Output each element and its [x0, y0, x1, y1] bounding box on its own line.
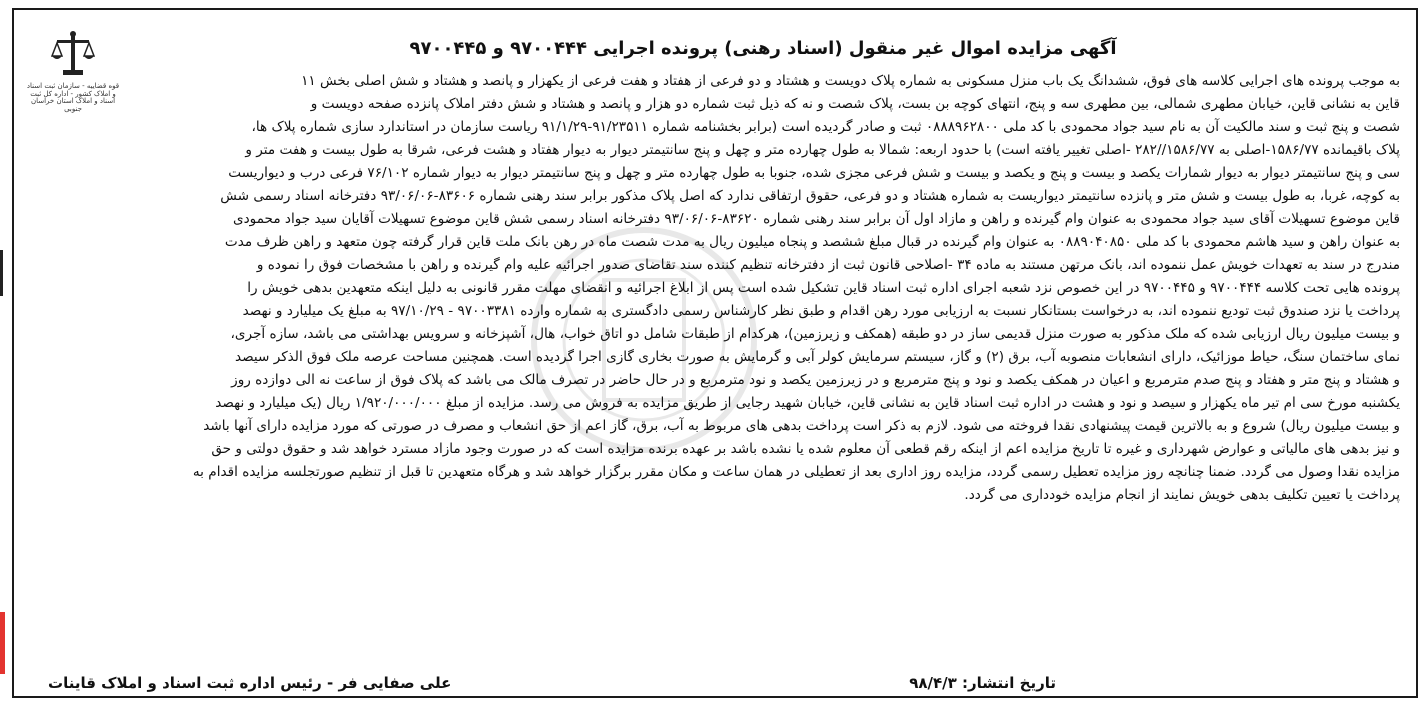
signature: علی صفایی فر - رئیس اداره ثبت اسناد و املاک قاینات	[48, 674, 452, 692]
logo-caption: قوه قضاییه - سازمان ثبت اسناد و املاک کشور - اداره کل ثبت اسناد و املاک استان خراسان جنوبی	[26, 82, 120, 114]
notice-body	[36, 70, 1400, 678]
notice-footer	[48, 670, 1056, 696]
notice-title: آگهی مزایده اموال غیر منقول (اسناد رهنی) پرونده اجرایی ۹۷۰۰۴۴۴ و ۹۷۰۰۴۴۵	[409, 38, 1117, 59]
left-edge-mark	[0, 250, 3, 296]
body-line: نمای ساختمان سنگ، حیاط موزائیک، دارای انشعابات منصوبه آب، برق (۲) و گاز، سیستم سرمایش کولر آبی و گرمایش به صورت بخاری گازی اجرا گردیده است. همچنین مساحت عرصه ملک فوق الذکر سیصد	[234, 349, 1400, 365]
body-line: به عنوان راهن و سید هاشم محمودی با کد ملی ۰۸۸۹۰۴۰۸۵۰ به عنوان وام گیرنده در قبال مبلغ ششصد و پنجاه میلیون ریال به مدت شصت ماه در رهن بانک ملت قاین قرار گرفته چون متعهد و راهن ظرف مدت	[224, 234, 1400, 250]
red-edge-mark	[0, 612, 5, 674]
body-line: و بیست میلیون ریال) شروع و به بالاترین قیمت پیشنهادی نقدا فروخته می شود. لازم به ذکر است پرداخت بدهی های مربوط به آب، برق، گاز اعم از حق انشعاب و مصرف در صورتی که مورد مزایده دارای آنها باشد	[203, 418, 1400, 434]
publish-date: تاریخ انتشار: ۹۸/۴/۳	[909, 674, 1056, 692]
body-line: و نیز بدهی های مالیاتی و عوارض شهرداری و غیره تا تاریخ مزایده اعم از اینکه رقم قطعی آن معلوم شده یا نشده باشد بر عهده برنده مزایده است که در صورت وجود مازاد مسترد خواهد شد و حقوق دولتی و حق	[211, 441, 1400, 457]
body-line: پلاک باقیمانده ۱۵۸۶/۷۷-اصلی به ۱۵۸۶/۷۷//۲۸۲ -اصلی تغییر یافته است) با حدود اربعه: شمالا به طول چهارده متر و چهل و پنج سانتیمتر دیوار به دیوار هفتاد و هشت فرعی، شرقا به طول بیست و هفت متر و	[245, 142, 1400, 158]
body-line: به کوچه، غربا، به طول بیست و شش متر و پانزده سانتیمتر دیواریست به شماره هشتاد و دو فرعی، حقوق ارتفاقی ندارد که اصل پلاک مذکور برابر سند رهنی شماره ۸۳۶۰۶-۹۳/۰۶/۰۶ دفترخانه اسناد رسمی شش	[220, 188, 1400, 204]
body-line: قاین موضوع تسهیلات آقای سید جواد محمودی به عنوان وام گیرنده و راهن و مازاد اول آن برابر سند رهنی شماره ۸۳۶۲۰-۹۳/۰۶/۰۶ دفترخانه اسناد رسمی شش قاین موضوع تسهیلات آقایان سید جواد محمودی	[232, 211, 1400, 227]
body-line: پرداخت یا نزد صندوق ثبت تودیع ننموده اند، به درخواست بستانکار نسبت به ارزیابی مورد رهن اقدام و طبق نظر کارشناس رسمی دادگستری به شماره وارده ۹۷۰۰۳۳۸۱ - ۹۷/۱۰/۲۹ به مبلغ یک میلیارد و نهصد	[242, 303, 1400, 319]
body-line: یکشنبه مورخ سی ام تیر ماه یکهزار و سیصد و نود و هشت در اداره ثبت اسناد قاین به نشانی قاین، خیابان شهید رجایی از طریق مزایده به فروش می رسد. مزایده از مبلغ ۱/۹۲۰/۰۰۰/۰۰۰ ریال (یک میلیارد و نهصد	[215, 395, 1400, 411]
body-line: و هشتاد و پنج متر و هفتاد و پنج صدم مترمربع و اعیان در همکف یکصد و نود و پنج مترمربع و در زیرزمین یکصد و نود مترمربع و در حال حاضر در تصرف مالک می باشد که پلاک فوق از ساعت نه الی دوازده روز	[231, 372, 1400, 388]
body-line: قاین به نشانی قاین، خیابان مطهری شمالی، بین مطهری سه و پنج، انتهای کوچه بن بست، پلاک شصت و نه که ذیل ثبت شماره دو هزار و پانصد و هشتاد و شش دفتر املاک پانزده صفحه دویست و	[310, 96, 1400, 112]
body-line: مندرج در سند به تعهدات خویش عمل ننموده اند، بانک مرتهن مستند به ماده ۳۴ -اصلاحی قانون ثبت از دفترخانه تنظیم کننده سند تقاضای صدور اجرائیه علیه وام گیرنده و راهن با مشخصات فوق را نموده و	[256, 257, 1400, 273]
body-line: پرداخت یا تعیین تکلیف بدهی خویش نمایند از انجام مزایده خودداری می گردد.	[964, 487, 1400, 503]
body-line: سی و پنج سانتیمتر دیوار به دیوار شمارات یکصد و بیست و پنج و یکصد و بیست و شش فرعی مجزی شده، جنوبا به طول چهارده متر و چهل و پنج سانتیمتر دیوار به دیوار شماره ۷۶/۱۰۲ فرعی درب و دیواریست	[228, 165, 1400, 181]
body-line: مزایده نقدا وصول می گردد. ضمنا چنانچه روز مزایده تعطیل رسمی گردد، مزایده روز اداری بعد از تعطیلی در همان ساعت و مکان مقرر برگزار خواهد شد و هرگاه متعهدین تا قبل از تنظیم صورتجلسه مزایده اقدام به	[192, 464, 1400, 480]
notice-frame	[12, 8, 1418, 698]
body-line: شصت و پنج ثبت و سند مالکیت آن به نام سید جواد محمودی با کد ملی ۰۸۸۸۹۶۲۸۰۰ ثبت و صادر گردیده است (برابر بخشنامه شماره ۹۱/۲۳۵۱۱-۹۱/۱/۲۹ ریاست سازمان در استاندارد سازی شماره پلاک ها،	[251, 119, 1400, 135]
body-line: به موجب پرونده های اجرایی کلاسه های فوق، ششدانگ یک باب منزل مسکونی به شماره پلاک دویست و هشتاد و دو فرعی از هفتاد و هفت فرعی از یکهزار و پانصد و هشتاد و شش اصلی بخش ۱۱	[301, 73, 1400, 89]
body-line: پرونده هایی تحت کلاسه ۹۷۰۰۴۴۴ و ۹۷۰۰۴۴۵ در این خصوص نزد شعبه اجرای اداره ثبت اسناد قاین تشکیل شده است پس از ابلاغ اجرائیه و انقضای مهلت مقرر قانونی به دلیل اینکه متعهدین بدهی خویش را	[247, 280, 1400, 296]
body-line: و بیست میلیون ریال ارزیابی شده که ملک مذکور به صورت منزل قدیمی ساز در دو طبقه (همکف و زیرزمین)، هرکدام از طبقات شامل دو اتاق خواب، هال، آشپزخانه و سرویس بهداشتی می باشد، سازه آجری،	[230, 326, 1400, 342]
